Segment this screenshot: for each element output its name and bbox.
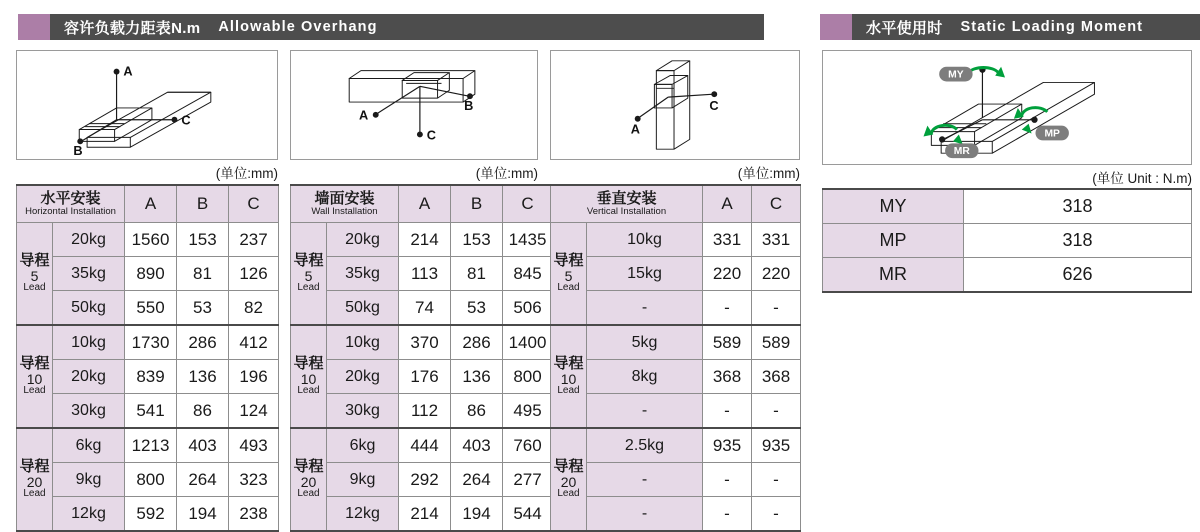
- table-row: [551, 428, 801, 463]
- load-value: -: [587, 394, 703, 429]
- value-a: 839: [125, 360, 177, 394]
- value-a: 1560: [125, 223, 177, 257]
- column-header-a: A: [703, 185, 752, 223]
- moment-value: 318: [964, 224, 1192, 258]
- table-row: [551, 463, 801, 497]
- table-row: [823, 189, 1192, 224]
- value-c: -: [752, 394, 801, 429]
- vertical-installation-table: [550, 184, 800, 532]
- value-b: 153: [177, 223, 229, 257]
- lead-group-label: 导程 20 Lead: [551, 428, 587, 531]
- load-value: 10kg: [587, 223, 703, 257]
- value-a: -: [703, 394, 752, 429]
- load-value: 35kg: [53, 257, 125, 291]
- table-title-cn: 垂直安装: [596, 189, 657, 207]
- value-a: -: [703, 291, 752, 326]
- value-a: 541: [125, 394, 177, 429]
- horizontal-installation-diagram: [16, 50, 278, 160]
- value-a: 74: [399, 291, 451, 326]
- value-c: 1435: [503, 223, 553, 257]
- lead-group-label: 导程 5 Lead: [17, 223, 53, 326]
- value-c: 544: [503, 497, 553, 532]
- header-accent-swatch: [18, 14, 50, 40]
- value-c: 238: [229, 497, 279, 532]
- load-value: 12kg: [327, 497, 399, 532]
- value-b: 86: [177, 394, 229, 429]
- load-value: 35kg: [327, 257, 399, 291]
- moment-value: 626: [964, 258, 1192, 293]
- load-value: 15kg: [587, 257, 703, 291]
- header-accent-swatch: [820, 14, 852, 40]
- value-b: 286: [177, 325, 229, 360]
- moment-label: MP: [823, 224, 964, 258]
- load-value: -: [587, 291, 703, 326]
- value-a: 113: [399, 257, 451, 291]
- table-row: [823, 224, 1192, 258]
- static-loading-moment-diagram: [822, 50, 1192, 165]
- column-header-b: B: [451, 185, 503, 223]
- value-b: 53: [451, 291, 503, 326]
- unit-caption-mm: (单位:mm): [215, 166, 278, 181]
- table-row: [551, 394, 801, 429]
- lead-group-label: 导程 20 Lead: [17, 428, 53, 531]
- wall-installation-table: [290, 184, 547, 532]
- column-header-c: C: [503, 185, 553, 223]
- table-row: [17, 428, 279, 463]
- load-value: 5kg: [587, 325, 703, 360]
- value-c: 220: [752, 257, 801, 291]
- table-row: [291, 325, 553, 360]
- load-value: 6kg: [53, 428, 125, 463]
- table-row: [291, 463, 553, 497]
- load-value: 20kg: [53, 223, 125, 257]
- spec-table-horizontal: [16, 184, 279, 532]
- header-bar: [50, 14, 764, 40]
- value-a: 935: [703, 428, 752, 463]
- axis-label-b: B: [464, 97, 474, 113]
- horizontal-installation-table: [16, 184, 278, 532]
- table-row: [291, 394, 553, 429]
- load-value: 30kg: [327, 394, 399, 429]
- table-row: [291, 257, 553, 291]
- value-c: 323: [229, 463, 279, 497]
- value-a: 368: [703, 360, 752, 394]
- load-value: 8kg: [587, 360, 703, 394]
- moment-label: MR: [823, 258, 964, 293]
- svg-text:MY: MY: [948, 69, 964, 81]
- axis-label-b: B: [73, 143, 83, 159]
- table-row: [291, 223, 553, 257]
- wall-installation-diagram: [290, 50, 538, 160]
- value-c: 277: [503, 463, 553, 497]
- value-c: 506: [503, 291, 553, 326]
- table-row: [823, 258, 1192, 293]
- lead-group-label: 导程 10 Lead: [551, 325, 587, 428]
- section-header-static-loading-moment: [820, 14, 1200, 40]
- value-b: 264: [451, 463, 503, 497]
- value-c: 196: [229, 360, 279, 394]
- header-title-cn: 水平使用时: [866, 19, 943, 37]
- value-a: 1213: [125, 428, 177, 463]
- header-bar: [852, 14, 1200, 40]
- lead-group-label: 导程 10 Lead: [17, 325, 53, 428]
- load-value: 9kg: [53, 463, 125, 497]
- value-c: 589: [752, 325, 801, 360]
- header-title-en: Allowable Overhang: [218, 19, 378, 35]
- lead-group-label: 导程 20 Lead: [291, 428, 327, 531]
- load-value: 20kg: [327, 360, 399, 394]
- table-row: [291, 428, 553, 463]
- axis-label-c: C: [709, 97, 719, 113]
- value-b: 194: [177, 497, 229, 532]
- load-value: -: [587, 497, 703, 532]
- value-c: 493: [229, 428, 279, 463]
- value-c: -: [752, 497, 801, 532]
- table-row: [17, 394, 279, 429]
- table-row: [17, 257, 279, 291]
- column-header-c: C: [752, 185, 801, 223]
- value-c: 800: [503, 360, 553, 394]
- value-a: 890: [125, 257, 177, 291]
- table-row: [17, 223, 279, 257]
- header-title-cn: 容许负载力距表N.m: [64, 19, 201, 37]
- value-c: 368: [752, 360, 801, 394]
- table-row: [551, 360, 801, 394]
- load-value: -: [587, 463, 703, 497]
- table-title-cn: 水平安装: [40, 189, 101, 207]
- svg-text:MR: MR: [953, 146, 970, 158]
- lead-group-label: 导程 5 Lead: [551, 223, 587, 326]
- load-value: 20kg: [327, 223, 399, 257]
- axis-label-a: A: [123, 63, 133, 79]
- value-c: 1400: [503, 325, 553, 360]
- value-c: 237: [229, 223, 279, 257]
- load-value: 6kg: [327, 428, 399, 463]
- value-b: 136: [177, 360, 229, 394]
- value-a: -: [703, 463, 752, 497]
- load-value: 10kg: [53, 325, 125, 360]
- value-a: 214: [399, 497, 451, 532]
- value-b: 194: [451, 497, 503, 532]
- load-value: 2.5kg: [587, 428, 703, 463]
- value-b: 403: [451, 428, 503, 463]
- table-row: [551, 223, 801, 257]
- load-value: 10kg: [327, 325, 399, 360]
- value-c: 412: [229, 325, 279, 360]
- table-header-title: [551, 185, 703, 223]
- value-c: 760: [503, 428, 553, 463]
- table-title-cn: 墙面安装: [314, 189, 375, 207]
- load-value: 30kg: [53, 394, 125, 429]
- table-row: [291, 291, 553, 326]
- table-title-en: Vertical Installation: [586, 206, 667, 218]
- value-a: 1730: [125, 325, 177, 360]
- value-b: 264: [177, 463, 229, 497]
- moment-table: [822, 188, 1192, 293]
- column-header-c: C: [229, 185, 279, 223]
- column-header-a: A: [125, 185, 177, 223]
- value-a: 292: [399, 463, 451, 497]
- value-c: 124: [229, 394, 279, 429]
- header-title-en: Static Loading Moment: [960, 19, 1144, 35]
- table-header-title: [291, 185, 399, 223]
- value-b: 86: [451, 394, 503, 429]
- table-row: [551, 325, 801, 360]
- moment-value: 318: [964, 189, 1192, 224]
- load-value: 12kg: [53, 497, 125, 532]
- table-row: [17, 291, 279, 326]
- svg-text:MP: MP: [1044, 128, 1060, 140]
- table-title-en: Wall Installation: [311, 206, 378, 218]
- moment-label: MY: [823, 189, 964, 224]
- column-header-b: B: [177, 185, 229, 223]
- value-a: 176: [399, 360, 451, 394]
- value-c: 331: [752, 223, 801, 257]
- value-a: 370: [399, 325, 451, 360]
- value-a: 220: [703, 257, 752, 291]
- axis-label-c: C: [426, 127, 436, 143]
- axis-label-a: A: [359, 107, 369, 123]
- vertical-installation-diagram: [550, 50, 800, 160]
- value-a: 550: [125, 291, 177, 326]
- value-a: 589: [703, 325, 752, 360]
- axis-label-c: C: [181, 112, 191, 128]
- value-c: 126: [229, 257, 279, 291]
- table-row: [551, 257, 801, 291]
- value-b: 286: [451, 325, 503, 360]
- value-a: 112: [399, 394, 451, 429]
- value-b: 53: [177, 291, 229, 326]
- moment-badge-mp: [1035, 126, 1068, 141]
- spec-table-wall: [290, 184, 553, 532]
- table-title-en: Horizontal Installation: [25, 206, 116, 218]
- table-row: [551, 291, 801, 326]
- value-c: -: [752, 463, 801, 497]
- load-value: 9kg: [327, 463, 399, 497]
- moment-badge-my: [939, 67, 972, 82]
- table-header-title: [17, 185, 125, 223]
- value-b: 81: [177, 257, 229, 291]
- load-value: 50kg: [53, 291, 125, 326]
- table-row: [17, 463, 279, 497]
- value-c: 935: [752, 428, 801, 463]
- value-a: 444: [399, 428, 451, 463]
- value-b: 153: [451, 223, 503, 257]
- value-c: 82: [229, 291, 279, 326]
- unit-caption-mm: (单位:mm): [737, 166, 800, 181]
- value-b: 403: [177, 428, 229, 463]
- axis-label-a: A: [630, 121, 641, 137]
- section-header-allowable-overhang: [18, 14, 764, 40]
- table-row: [17, 325, 279, 360]
- table-row: [291, 360, 553, 394]
- unit-caption-mm: (单位:mm): [475, 166, 538, 181]
- value-b: 81: [451, 257, 503, 291]
- lead-group-label: 导程 10 Lead: [291, 325, 327, 428]
- value-b: 136: [451, 360, 503, 394]
- lead-group-label: 导程 5 Lead: [291, 223, 327, 326]
- value-a: 214: [399, 223, 451, 257]
- value-c: -: [752, 291, 801, 326]
- value-c: 495: [503, 394, 553, 429]
- static-loading-moment-table: [822, 188, 1192, 293]
- moment-badge-mr: [945, 143, 978, 158]
- load-value: 20kg: [53, 360, 125, 394]
- spec-table-vertical: [550, 184, 801, 532]
- value-a: -: [703, 497, 752, 532]
- value-a: 800: [125, 463, 177, 497]
- column-header-a: A: [399, 185, 451, 223]
- value-a: 331: [703, 223, 752, 257]
- value-c: 845: [503, 257, 553, 291]
- table-row: [17, 360, 279, 394]
- unit-caption-nm: (单位 Unit : N.m): [1092, 171, 1192, 186]
- load-value: 50kg: [327, 291, 399, 326]
- value-a: 592: [125, 497, 177, 532]
